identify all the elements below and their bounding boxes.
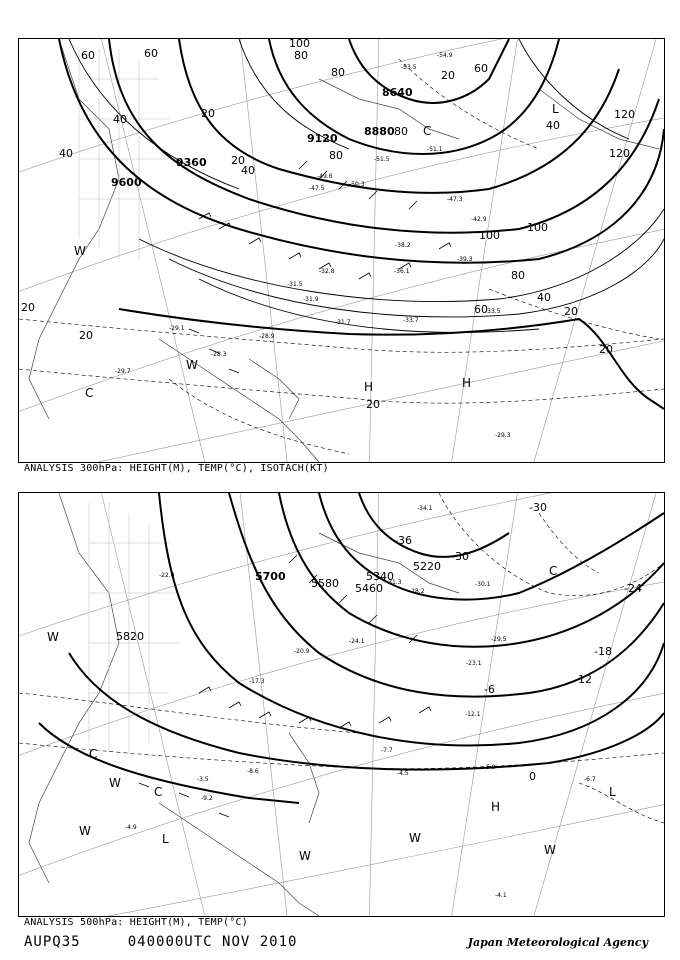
warm-symbol: W [299,849,311,863]
isotherm-label: -30 [451,550,469,563]
isotach-labels [21,39,635,411]
map-300hpa-canvas [19,39,664,462]
temp-value: -33.7 [403,317,419,324]
temp-value: -30.1 [475,581,491,588]
isotach-label: 100 [479,229,500,242]
isotach-label: 60 [81,49,95,62]
isotherm-labels [394,501,642,783]
height-label: 9360 [176,156,207,169]
temp-value: -3.5 [197,776,209,783]
temp-value: -36.1 [394,268,410,275]
chart-code-id: AUPQ35 [24,934,81,950]
isotach-label: 20 [564,305,578,318]
temp-value: -23.1 [466,660,482,667]
temp-value: -28.9 [259,333,275,340]
map-500hpa [18,492,665,917]
high-pressure-symbol: H [364,380,374,394]
graticule [19,493,664,916]
isotach-label: 40 [546,119,560,132]
cold-symbol: C [423,124,432,138]
temperature-values [115,52,511,439]
temp-value: -22.0 [159,572,175,579]
low-pressure-symbol: L [162,832,169,846]
pressure-symbols [74,102,559,400]
height-label: 5820 [116,630,144,643]
warm-symbol: W [186,358,198,372]
wind-barbs [139,555,431,817]
isotach-label: 120 [609,147,630,160]
height-contours [39,493,664,803]
temp-value: -31.9 [303,296,319,303]
agency-name: Japan Meteorological Agency [467,936,648,949]
isotach-label: 40 [241,164,255,177]
warm-symbol: W [79,824,91,838]
temp-value: -12.1 [465,711,481,718]
temp-value: -5.9 [484,764,496,771]
isotach-label: 80 [294,49,308,62]
map-300hpa [18,38,665,463]
cold-symbol: C [549,564,558,578]
isotach-label: 60 [144,47,158,60]
temp-value: -7.7 [381,747,393,754]
temp-value: -29.3 [495,432,511,439]
isotach-label: 20 [231,154,245,167]
temp-value: -4.5 [397,770,409,777]
temp-value: -47.3 [447,196,463,203]
temp-value: -6.7 [584,776,596,783]
cold-symbol: C [85,386,94,400]
temp-value: -34.1 [417,505,433,512]
temp-value: -24.1 [349,638,365,645]
temp-value: -38.2 [395,242,411,249]
warm-symbol: W [409,831,421,845]
height-label: 5220 [413,560,441,573]
temp-value: -51.5 [374,156,390,163]
temp-value: -17.3 [249,678,265,685]
isotach-label: 40 [59,147,73,160]
high-pressure-symbol: H [462,376,472,390]
coastline [29,493,459,916]
isotach-label: 20 [441,69,455,82]
isotach-label: 80 [331,66,345,79]
low-pressure-symbol: L [552,102,559,116]
isotach-label: 40 [113,113,127,126]
cold-symbol: C [154,785,163,799]
isotherm-label: -12 [574,673,592,686]
isotachs [69,39,664,332]
temp-value: -39.3 [457,256,473,263]
isotach-label: 80 [511,269,525,282]
temp-value: -31.5 [287,281,303,288]
isotherm-label: -24 [624,582,642,595]
height-contours [59,39,664,409]
temp-value: -31.3 [386,579,402,586]
chart-code [24,934,297,950]
caption-500hpa: ANALYSIS 500hPa: HEIGHT(M), TEMP(°C) [24,917,248,928]
temp-value: -51.1 [427,146,443,153]
high-pressure-symbol: H [491,800,501,814]
chart-timestamp: 040000UTC NOV 2010 [127,934,298,950]
temp-value: -42.9 [471,216,487,223]
height-label: 9120 [307,132,338,145]
hatched-area [79,49,169,259]
temp-value: -49.6 [317,173,333,180]
height-label: 5340 [366,570,394,583]
height-label: 9600 [111,176,142,189]
isotach-label: 60 [474,62,488,75]
isotherm-label: -18 [594,645,612,658]
temp-value: -32.8 [319,268,335,275]
warm-symbol: W [109,776,121,790]
temp-value: -47.5 [309,185,325,192]
isotach-label: 80 [329,149,343,162]
height-label: 5700 [255,570,286,583]
height-label: 5580 [311,577,339,590]
temp-value: -31.7 [335,319,351,326]
isotach-label: 20 [201,107,215,120]
isotach-label: 100 [289,39,310,50]
isotach-label: 100 [527,221,548,234]
map-500hpa-canvas [19,493,664,916]
temp-value: -53.5 [401,64,417,71]
isotach-label: 120 [614,108,635,121]
height-label: 8640 [382,86,413,99]
cold-symbol: C [89,747,98,761]
warm-symbol: W [74,244,86,258]
isotherm-label: -36 [394,534,412,547]
warm-symbol: W [544,843,556,857]
isotach-label: 20 [21,301,35,314]
temp-value: -9.2 [201,795,213,802]
isotach-label: 20 [79,329,93,342]
isotach-label: 40 [537,291,551,304]
temp-value: -29.5 [491,636,507,643]
temp-value: -29.7 [115,368,131,375]
warm-symbol: W [47,630,59,644]
low-pressure-symbol: L [609,785,616,799]
temp-value: -4.9 [125,824,137,831]
temp-value: -8.6 [247,768,259,775]
temp-value: -4.1 [495,892,507,899]
temp-value: -33.5 [485,308,501,315]
isotherm-label: 0 [529,770,536,783]
temp-value: -50.3 [349,181,365,188]
caption-300hpa: ANALYSIS 300hPa: HEIGHT(M), TEMP(°C), ISOTACH(KT) [24,463,329,474]
temp-value: -29.1 [169,325,185,332]
temp-value: -54.9 [437,52,453,59]
temp-value: -20.9 [294,648,310,655]
isotach-label: 80 [394,125,408,138]
height-label: 5460 [355,582,383,595]
temp-value: -28.2 [409,588,425,595]
isotherm-label: -6 [484,683,495,696]
isotach-label: 60 [474,303,488,316]
isotach-label: 20 [599,343,613,356]
isotherm-label: -30 [529,501,547,514]
temp-value: -28.3 [211,351,227,358]
isotach-label: 20 [366,398,380,411]
height-label: 8880 [364,125,395,138]
